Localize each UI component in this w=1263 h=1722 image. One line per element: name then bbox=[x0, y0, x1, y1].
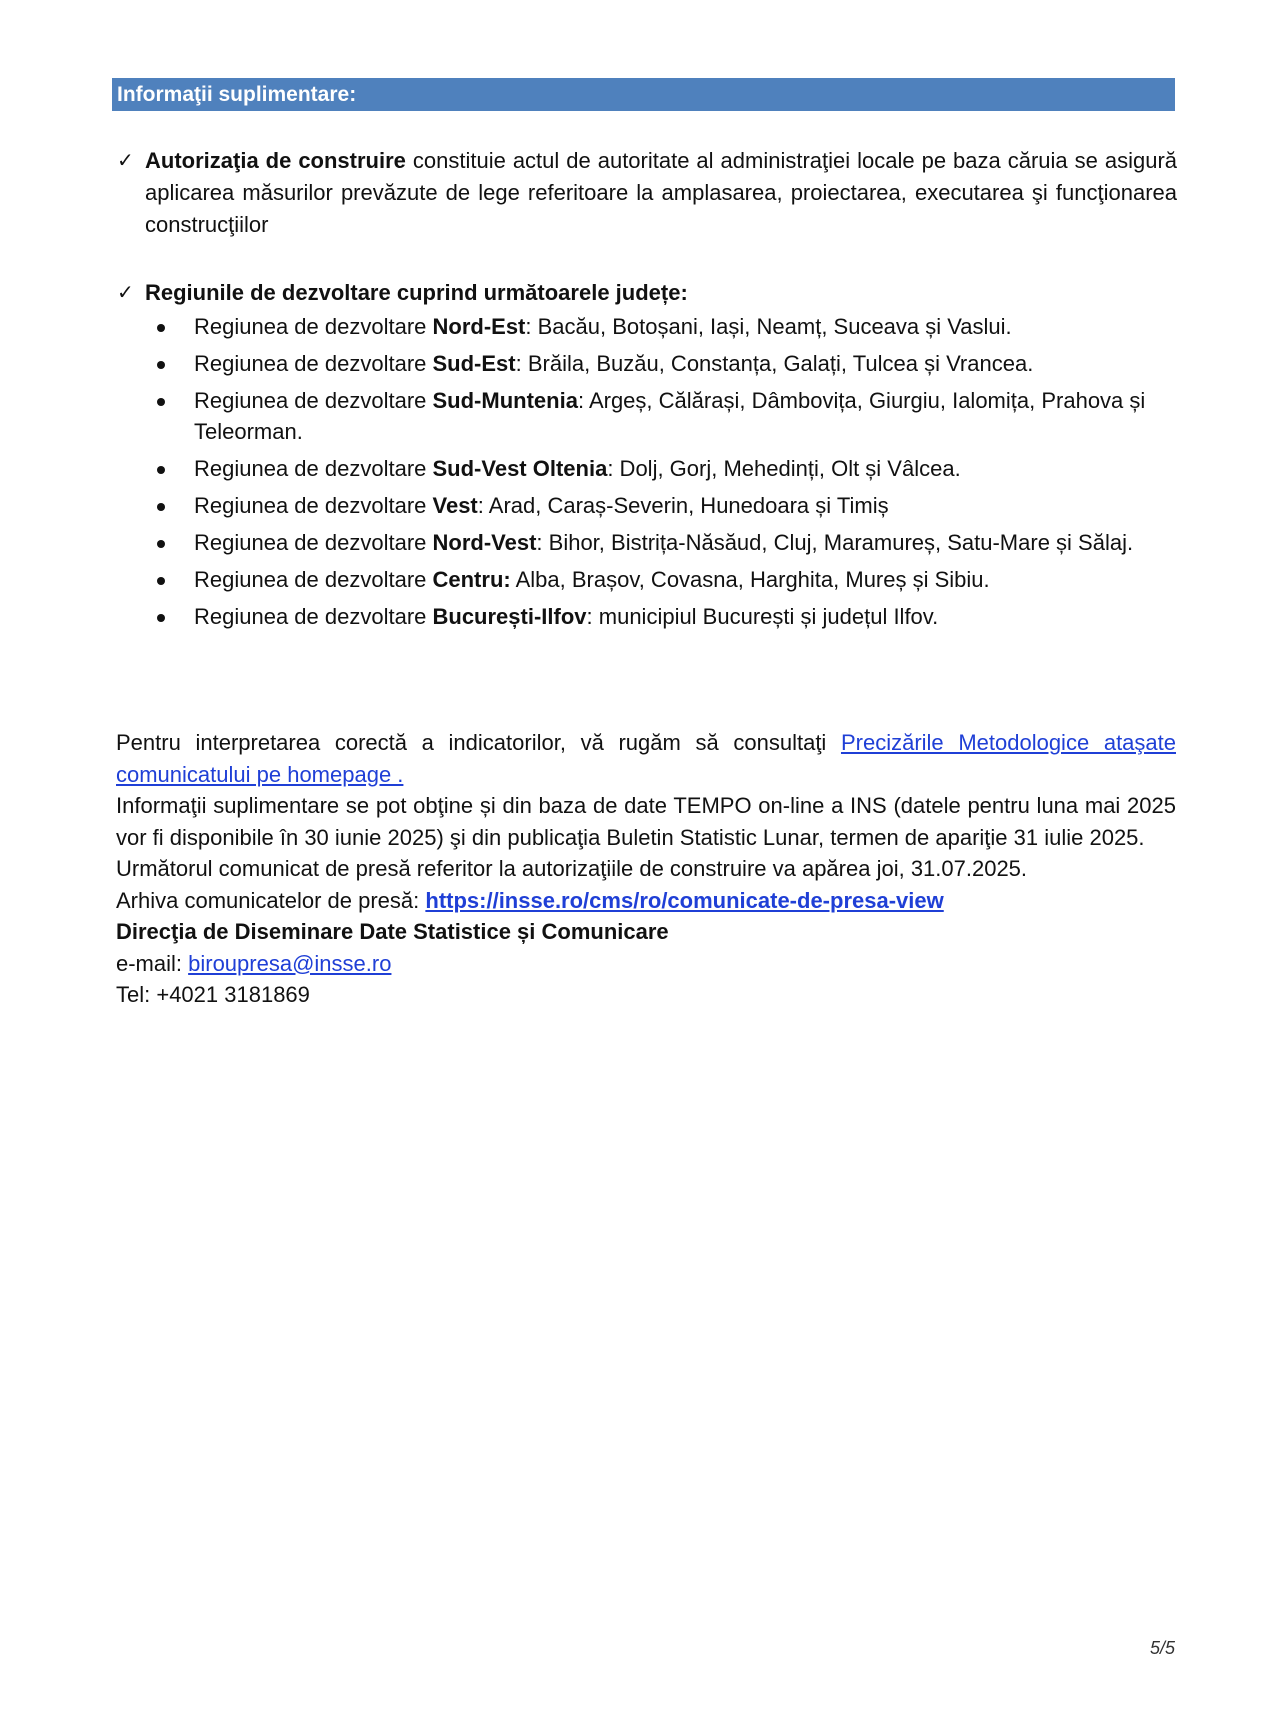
region-name: Nord-Vest bbox=[432, 530, 537, 555]
region-name: Sud-Est bbox=[432, 351, 516, 376]
region-name: Vest bbox=[432, 493, 478, 518]
authorization-check-item bbox=[117, 145, 1177, 245]
region-name: București-Ilfov bbox=[432, 604, 587, 629]
regions-heading bbox=[145, 277, 1177, 309]
phone-line: Tel: +4021 3181869 bbox=[116, 982, 310, 1007]
region-counties: : Bacău, Botoșani, Iași, Neamț, Suceava și Vaslui. bbox=[525, 314, 1012, 339]
region-name: Sud-Muntenia bbox=[432, 388, 578, 413]
interpretation-paragraph bbox=[116, 727, 1176, 790]
bullet-icon bbox=[157, 324, 165, 332]
footer-info bbox=[116, 727, 1176, 1011]
list-item bbox=[150, 311, 1175, 342]
list-item bbox=[150, 453, 1175, 484]
email-line bbox=[116, 948, 1176, 980]
region-counties: Alba, Brașov, Covasna, Harghita, Mureș și Sibiu. bbox=[510, 567, 990, 592]
checkmark-icon: ✓ bbox=[117, 150, 134, 172]
region-name: Sud-Vest Oltenia bbox=[432, 456, 608, 481]
regions-list bbox=[150, 311, 1175, 638]
region-counties: : municipiul București și județul Ilfov. bbox=[586, 604, 939, 629]
department-text: Direcţia de Diseminare Date Statistice și Comunicare bbox=[116, 919, 669, 944]
archive-paragraph bbox=[116, 885, 1176, 917]
section-header-title: Informaţii suplimentare: bbox=[117, 83, 357, 106]
authorization-definition: constituie actul de autoritate al administraţiei locale pe baza căruia se asigură aplicarea măsurilor prevăzute de lege referitoare la amplasarea, proiectarea, executarea şi funcţionarea construcţiilor bbox=[145, 148, 1178, 237]
list-item bbox=[150, 385, 1175, 447]
region-name: Nord-Est bbox=[432, 314, 526, 339]
tempo-paragraph: Informaţii suplimentare se pot obţine și din baza de date TEMPO on-line a INS (datele pentru luna mai 2025 vor fi disponibile în 30 iunie 2025) şi din publicaţia Buletin Statistic Lunar, termen de apariţie 31 iulie 2025. bbox=[116, 793, 1176, 850]
archive-link[interactable]: https://insse.ro/cms/ro/comunicate-de-presa-view bbox=[425, 887, 944, 913]
bullet-icon bbox=[157, 361, 165, 369]
regions-check-item bbox=[117, 277, 1177, 311]
next-release-paragraph: Următorul comunicat de presă referitor la autorizaţiile de construire va apărea joi, 31.07.2025. bbox=[116, 856, 1028, 881]
region-prefix: Regiunea de dezvoltare bbox=[194, 530, 433, 555]
region-prefix: Regiunea de dezvoltare bbox=[194, 456, 433, 481]
list-item bbox=[150, 348, 1175, 379]
bullet-icon bbox=[157, 503, 165, 511]
authorization-paragraph bbox=[145, 145, 1177, 241]
list-item bbox=[150, 490, 1175, 521]
email-link[interactable]: biroupresa@insse.ro bbox=[188, 950, 392, 976]
region-prefix: Regiunea de dezvoltare bbox=[194, 314, 433, 339]
bullet-icon bbox=[157, 540, 165, 548]
authorization-term: Autorizaţia de construire bbox=[145, 148, 406, 173]
list-item bbox=[150, 601, 1175, 632]
region-counties: : Argeș, Călărași, Dâmbovița, Giurgiu, Ialomița, Prahova și Teleorman. bbox=[194, 388, 1146, 444]
section-header bbox=[112, 78, 1175, 111]
bullet-icon bbox=[157, 466, 165, 474]
region-name: Centru: bbox=[432, 567, 511, 592]
region-prefix: Regiunea de dezvoltare bbox=[194, 493, 433, 518]
methodology-link[interactable]: Precizările Metodologice ataşate comunicatului pe homepage . bbox=[116, 730, 1176, 787]
region-prefix: Regiunea de dezvoltare bbox=[194, 388, 433, 413]
bullet-icon bbox=[157, 398, 165, 406]
bullet-icon bbox=[157, 614, 165, 622]
email-label: e-mail: bbox=[116, 950, 189, 976]
region-prefix: Regiunea de dezvoltare bbox=[194, 567, 433, 592]
region-prefix: Regiunea de dezvoltare bbox=[194, 351, 433, 376]
region-counties: : Bihor, Bistrița-Năsăud, Cluj, Maramureș, Satu-Mare și Sălaj. bbox=[536, 530, 1134, 555]
regions-heading-text: Regiunile de dezvoltare cuprind următoarele județe: bbox=[145, 280, 688, 305]
interpretation-text: Pentru interpretarea corectă a indicatorilor, vă rugăm să consultaţi bbox=[116, 730, 841, 755]
department-name bbox=[116, 916, 1176, 948]
region-prefix: Regiunea de dezvoltare bbox=[194, 604, 433, 629]
page-number: 5/5 bbox=[1149, 1638, 1175, 1658]
region-counties: : Dolj, Gorj, Mehedinți, Olt și Vâlcea. bbox=[607, 456, 961, 481]
list-item bbox=[150, 527, 1175, 558]
region-counties: : Arad, Caraș-Severin, Hunedoara și Timiș bbox=[477, 493, 889, 518]
bullet-icon bbox=[157, 577, 165, 585]
checkmark-icon: ✓ bbox=[117, 282, 134, 304]
list-item bbox=[150, 564, 1175, 595]
archive-label: Arhiva comunicatelor de presă: bbox=[116, 887, 426, 913]
region-counties: : Brăila, Buzău, Constanța, Galați, Tulcea și Vrancea. bbox=[515, 351, 1034, 376]
